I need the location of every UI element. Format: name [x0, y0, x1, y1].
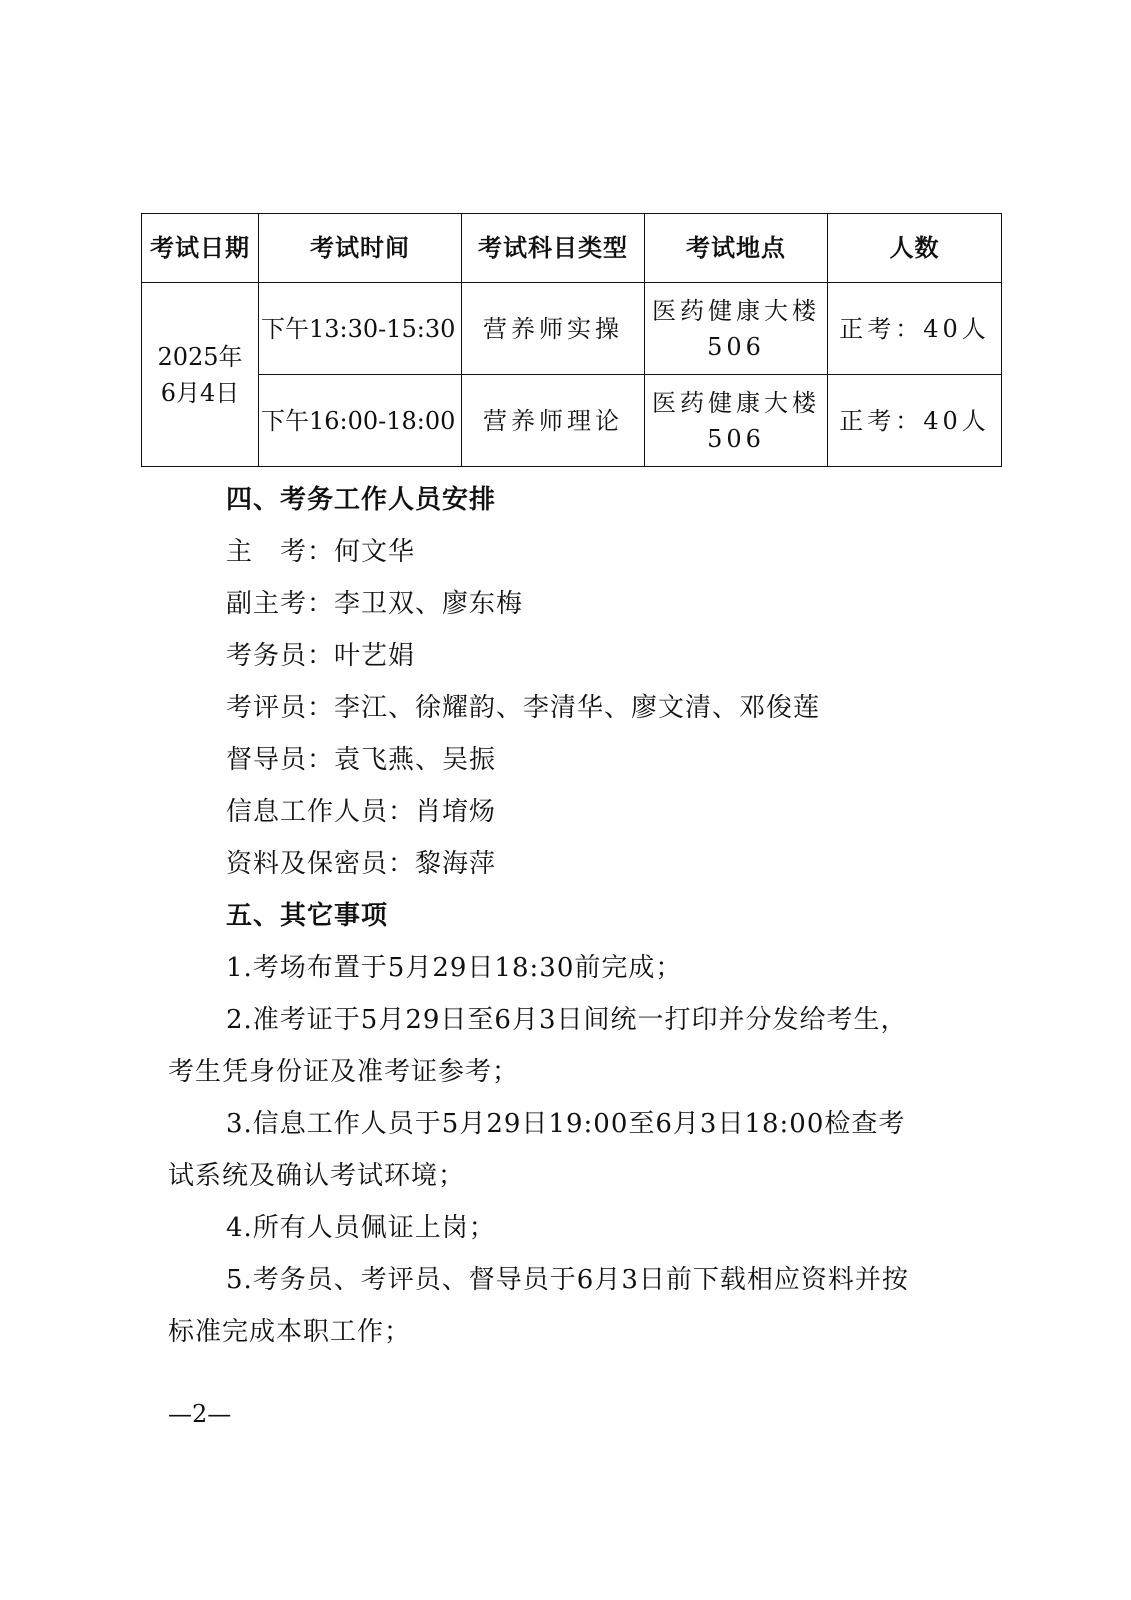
staff-line	[226, 688, 820, 728]
table-row	[142, 283, 1002, 375]
section-heading-other: 五、其它事项	[226, 901, 389, 931]
header-exam-subject: 考试科目类型	[462, 214, 645, 283]
staff-line	[226, 584, 523, 624]
location-room: 506	[707, 332, 765, 361]
location-room: 506	[707, 424, 765, 453]
header-exam-time: 考试时间	[259, 214, 462, 283]
table-row	[142, 375, 1002, 467]
exam-location-cell	[645, 375, 828, 467]
exam-count-cell: 正考：40人	[828, 375, 1002, 467]
staff-line	[226, 636, 415, 676]
staff-role: 考评员：	[226, 693, 335, 723]
location-building: 医药健康大楼	[652, 388, 820, 417]
header-count: 人数	[828, 214, 1002, 283]
staff-role: 主 考：	[226, 537, 335, 567]
staff-names: 叶艺娟	[334, 641, 416, 671]
list-item-continuation: 标准完成本职工作；	[168, 1317, 412, 1347]
list-item: 4.所有人员佩证上岗；	[226, 1213, 496, 1243]
header-exam-location: 考试地点	[645, 214, 828, 283]
exam-subject-cell: 营养师理论	[462, 375, 645, 467]
exam-count-cell: 正考：40人	[828, 283, 1002, 375]
staff-role: 督导员：	[226, 745, 335, 775]
list-item-continuation: 考生凭身份证及准考证参考；	[168, 1057, 520, 1087]
exam-date-year: 2025年	[157, 342, 243, 371]
exam-location-cell	[645, 283, 828, 375]
exam-subject-cell: 营养师实操	[462, 283, 645, 375]
staff-role: 考务员：	[226, 641, 335, 671]
staff-line	[226, 532, 415, 572]
exam-date-cell	[142, 283, 259, 467]
list-item: 3.信息工作人员于5月29日19:00至6月3日18:00检查考	[226, 1109, 906, 1139]
staff-names: 李卫双、廖东梅	[334, 589, 524, 619]
exam-time-cell: 下午16:00-18:00	[259, 375, 462, 467]
staff-names: 黎海萍	[415, 849, 497, 879]
list-item: 5.考务员、考评员、督导员于6月3日前下载相应资料并按	[226, 1265, 909, 1295]
staff-names: 肖堉炀	[415, 797, 497, 827]
exam-schedule-table	[141, 213, 1002, 467]
location-building: 医药健康大楼	[652, 296, 820, 325]
staff-line	[226, 844, 496, 884]
exam-time-cell: 下午13:30-15:30	[259, 283, 462, 375]
exam-date-day: 6月4日	[160, 378, 240, 407]
staff-role: 信息工作人员：	[226, 797, 416, 827]
list-item: 1.考场布置于5月29日18:30前完成；	[226, 953, 683, 983]
table-header-row	[142, 214, 1002, 283]
staff-names: 李江、徐耀韵、李清华、廖文清、邓俊莲	[334, 693, 821, 723]
section-heading-staff: 四、考务工作人员安排	[226, 485, 497, 515]
staff-names: 何文华	[334, 537, 416, 567]
list-item: 2.准考证于5月29日至6月3日间统一打印并分发给考生，	[226, 1005, 908, 1035]
staff-line	[226, 792, 496, 832]
staff-role: 副主考：	[226, 589, 335, 619]
staff-line	[226, 740, 496, 780]
staff-names: 袁飞燕、吴振	[334, 745, 497, 775]
header-exam-date: 考试日期	[142, 214, 259, 283]
staff-role: 资料及保密员：	[226, 849, 416, 879]
list-item-continuation: 试系统及确认考试环境；	[168, 1161, 466, 1191]
page-number: —2—	[168, 1400, 232, 1428]
